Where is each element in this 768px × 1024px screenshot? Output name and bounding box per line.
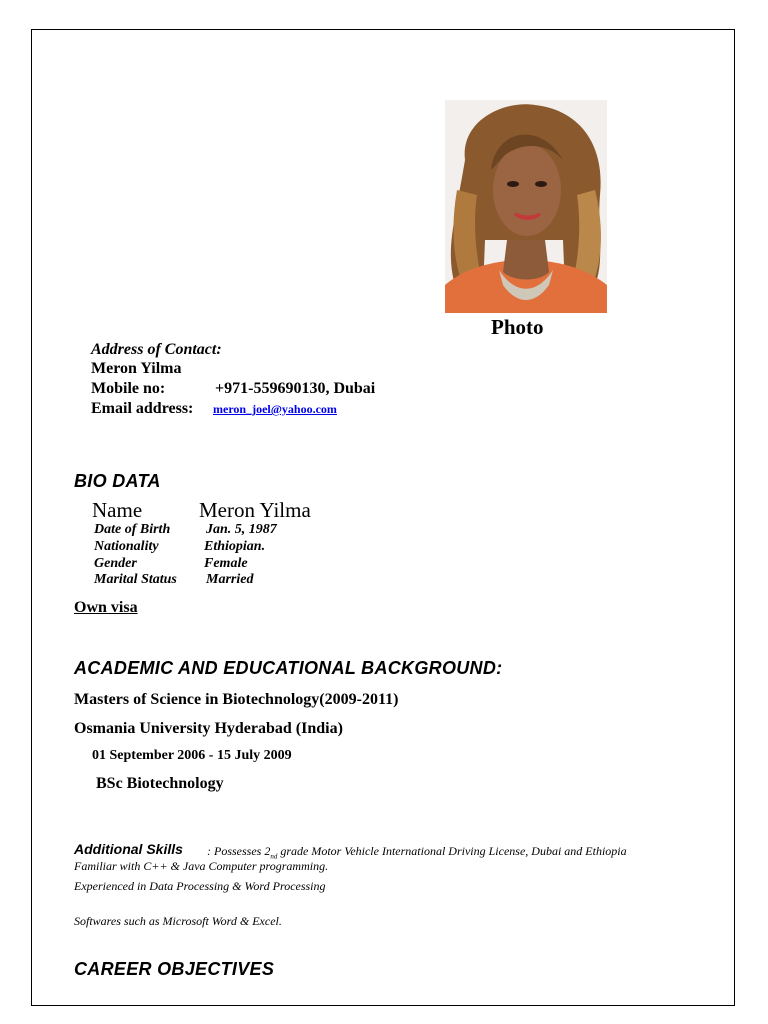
profile-photo: [445, 100, 607, 313]
bio-name-label: Name: [92, 498, 143, 522]
skills-line-1-suffix: grade Motor Vehicle International Driving License, Dubai and Ethiopia: [277, 844, 627, 858]
gender-value: Female: [204, 556, 248, 571]
mobile-value: +971-559690130, Dubai: [215, 380, 376, 397]
skills-line-1-suffix-ordinal: nd: [270, 852, 278, 861]
marital-status-label: Marital Status: [94, 572, 177, 587]
degree-bsc: BSc Biotechnology: [96, 775, 224, 792]
skills-line-1: [207, 844, 627, 860]
skills-line-4: Softwares such as Microsoft Word & Excel.: [74, 914, 282, 928]
profile-photo-illustration: [445, 100, 607, 313]
dob-label: Date of Birth: [94, 522, 171, 537]
contact-name: Meron Yilma: [91, 360, 182, 377]
bio-name-value: Meron Yilma: [199, 498, 311, 522]
marital-status-value: Married: [206, 572, 254, 587]
contact-heading: Address of Contact:: [91, 341, 222, 358]
email-link[interactable]: meron_joel@yahoo.com: [213, 402, 337, 416]
photo-caption: Photo: [491, 315, 544, 339]
career-objectives-title: CAREER OBJECTIVES: [74, 959, 275, 979]
dob-value: Jan. 5, 1987: [206, 522, 277, 537]
email-label: Email address:: [91, 400, 194, 417]
skills-line-2: Familiar with C++ & Java Computer programming.: [74, 859, 329, 873]
skills-line-3: Experienced in Data Processing & Word Processing: [74, 879, 326, 893]
visa-status: Own visa: [74, 599, 138, 616]
degree-masters: Masters of Science in Biotechnology(2009-2011): [74, 691, 399, 708]
additional-skills-heading: Additional Skills: [74, 841, 183, 857]
skills-line-1-prefix: : Possesses 2: [207, 844, 271, 858]
education-title: ACADEMIC AND EDUCATIONAL BACKGROUND:: [74, 658, 503, 678]
study-period: 01 September 2006 - 15 July 2009: [92, 748, 292, 763]
nationality-label: Nationality: [94, 539, 159, 554]
bio-data-title: BIO DATA: [74, 471, 161, 491]
gender-label: Gender: [94, 556, 137, 571]
mobile-label: Mobile no:: [91, 380, 166, 397]
nationality-value: Ethiopian.: [204, 539, 266, 554]
university-name: Osmania University Hyderabad (India): [74, 720, 343, 737]
